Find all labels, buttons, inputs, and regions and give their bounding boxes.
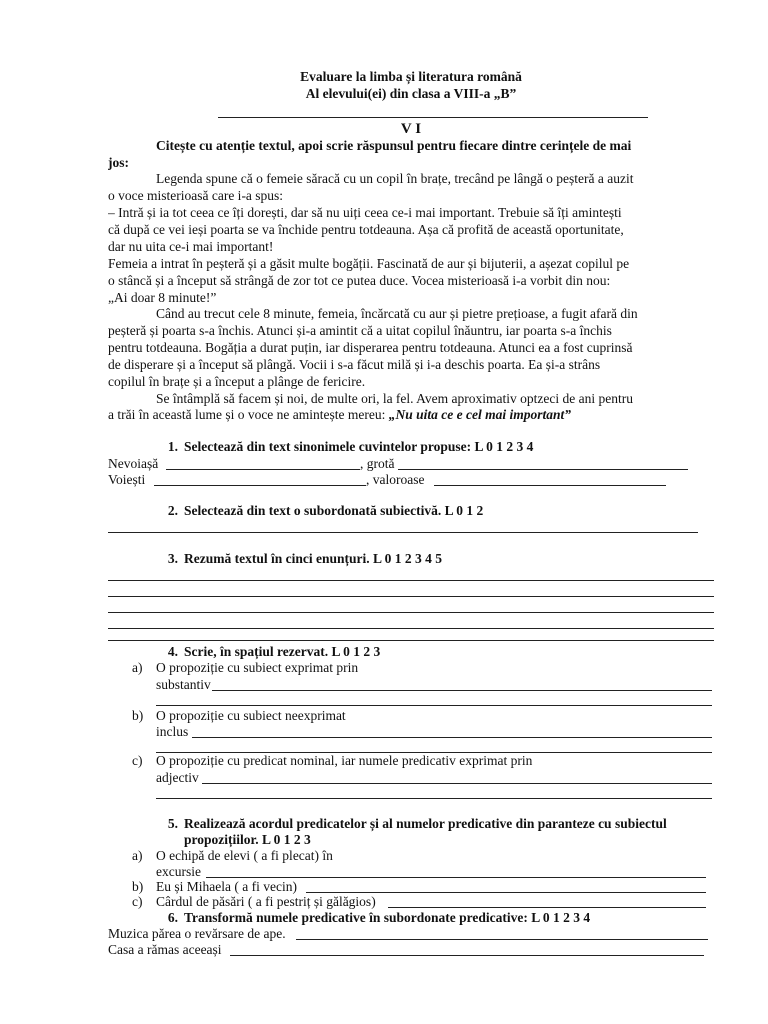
passage-line: „Ai doar 8 minute!” [108,290,217,305]
question-number: 5. [167,816,178,831]
passage-line: Femeia a intrat în peșteră și a găsit multe bogății. Fascinată de aur și bijuterii, a așezat copilul pe [108,256,630,271]
answer-line[interactable] [108,640,714,641]
answer-line[interactable] [108,580,714,581]
answer-line[interactable] [108,532,698,533]
passage-text: a trăi în această lume și o voce ne amintește mereu: [108,407,389,422]
passage-line: de disperare și a început să plângă. Vocii i s-a făcut milă și i-a deschis poarta. Ea și-a strâns [108,357,601,372]
item-text: O propoziție cu predicat nominal, iar numele predicativ exprimat prin [156,753,533,768]
answer-line[interactable] [108,612,714,613]
question-text: Rezumă textul în cinci enunțuri. L 0 1 2 3 4 5 [184,551,443,566]
passage-line: o stâncă și a început să strângă de zor tot ce putea duce. Vocea misterioasă i-a vorbit din nou: [108,273,611,288]
passage-line: – Intră și ia tot ceea ce îți dorești, dar să nu uiți ceea ce-i mai important. Trebuie să îți amintești [108,205,622,220]
answer-line[interactable] [202,783,712,784]
item-text: substantiv [156,677,211,692]
question-text: Realizează acordul predicatelor și al numelor predicative din paranteze cu subiectul [184,816,667,831]
question-5-continued: propozițiilor. L 0 1 2 3 [184,832,311,847]
item-text: O echipă de elevi ( a fi plecat) în [156,848,333,863]
question-2 [156,502,483,519]
passage-emphasis: „Nu uita ce e cel mai important” [388,407,572,422]
question-number: 2. [167,503,178,518]
answer-line[interactable] [296,939,708,940]
item-label: a) [132,848,143,863]
synonym-word-3: Voiești [108,472,146,487]
question-number: 4. [167,644,178,659]
question-text: Selectează din text sinonimele cuvintelor propuse: L 0 1 2 3 4 [184,439,534,454]
answer-line[interactable] [388,907,706,908]
passage-line: Se întâmplă să facem și noi, de multe ori, la fel. Avem aproximativ optzeci de ani pentru [156,391,633,406]
answer-line[interactable] [192,737,712,738]
answer-line[interactable] [230,955,704,956]
variant-label: V I [400,121,422,137]
question-text: Selectează din text o subordonată subiectivă. L 0 1 2 [184,503,484,518]
question-text: Transformă numele predicative în subordonate predicative: L 0 1 2 3 4 [184,910,591,925]
item-label: a) [132,660,143,675]
item-text: O propoziție cu subiect neexprimat [156,708,346,723]
item-text: Cârdul de păsări ( a fi pestriț și gălăgios) [156,894,376,909]
question-4 [156,643,380,660]
name-line [218,117,648,118]
answer-line[interactable] [156,705,712,706]
passage-line: peșteră și poarta s-a închis. Atunci și-a amintit că a uitat copilul înăuntru, iar poarta s-a închis [108,323,612,338]
passage-line: dar nu uita ce-i mai important! [108,239,274,254]
item-text: O propoziție cu subiect exprimat prin [156,660,359,675]
student-class-line: Al elevului(ei) din clasa a VIII-a „B” [305,86,517,101]
passage-line: o voce misterioasă care i-a spus: [108,188,284,203]
question-3 [156,550,442,567]
passage-line: copilul în brațe și a început a plânge de fericire. [108,374,366,389]
answer-line-voiesti[interactable] [154,485,366,486]
question-1 [156,438,533,455]
item-label: c) [132,894,143,909]
instruction-line-2: jos: [108,155,129,170]
question-6 [156,909,590,926]
answer-line[interactable] [156,798,712,799]
question-number: 6. [167,910,178,925]
item-label: b) [132,708,144,723]
instruction-line-1: Citește cu atenție textul, apoi scrie răspunsul pentru fiecare dintre cerințele de mai [156,138,632,153]
item-text: inclus [156,724,189,739]
sentence-1: Muzica părea o revărsare de ape. [108,926,286,941]
synonym-word-1: Nevoiașă [108,456,159,471]
item-text: Eu și Mihaela ( a fi vecin) [156,879,297,894]
answer-line[interactable] [212,690,712,691]
synonym-word-2: , grotă [360,456,395,471]
question-number: 1. [167,439,178,454]
passage-line: pentru totdeauna. Bogăția a durat puțin, iar disperarea pentru totdeauna. Atunci ea a fost cuprinsă [108,340,633,355]
passage-line: Legenda spune că o femeie săracă cu un copil în brațe, trecând pe lângă o peșteră a auzit [156,171,634,186]
answer-line[interactable] [108,596,714,597]
exam-title: Evaluare la limba și literatura română [300,69,522,84]
synonym-word-4: , valoroase [366,472,425,487]
answer-line-valoroase[interactable] [434,485,666,486]
answer-line-grota[interactable] [398,469,688,470]
item-label: b) [132,879,144,894]
question-text: Scrie, în spațiul rezervat. L 0 1 2 3 [184,644,381,659]
answer-line[interactable] [108,628,714,629]
passage-line: că după ce vei ieși poarta se va închide pentru totdeauna. Așa că profită de această oportunitate, [108,222,624,237]
item-text: adjectiv [156,770,199,785]
answer-line-nevoiasa[interactable] [166,469,360,470]
question-5 [156,815,667,832]
sentence-2: Casa a rămas aceeași [108,942,222,957]
question-number: 3. [167,551,178,566]
item-label: c) [132,753,143,768]
passage-line [108,406,714,423]
item-text: excursie [156,864,201,879]
passage-line: Când au trecut cele 8 minute, femeia, încărcată cu aur și pietre prețioase, a fugit afară din [156,306,638,321]
